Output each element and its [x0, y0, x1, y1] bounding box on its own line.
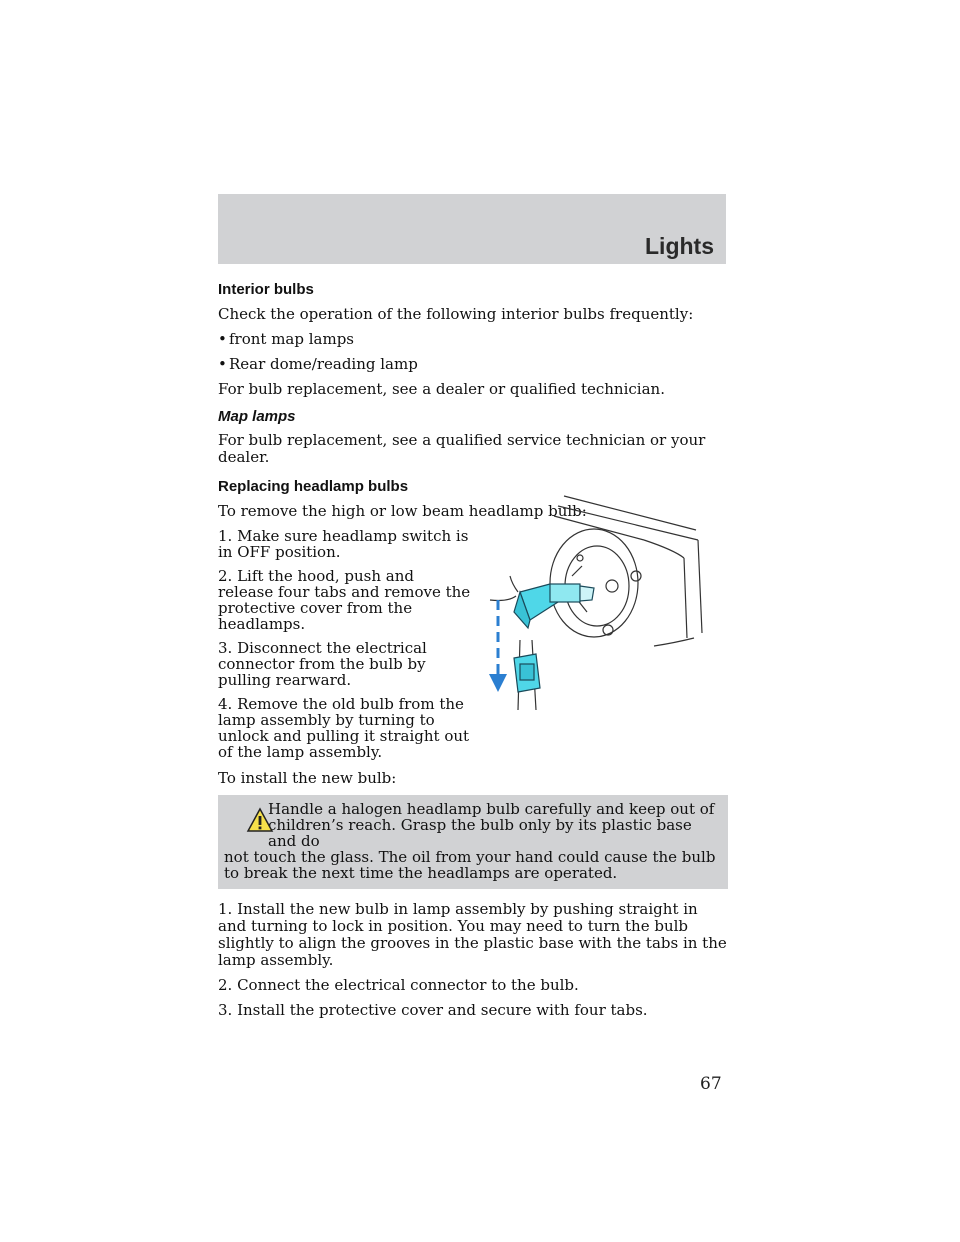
map-lamps-heading: Map lamps — [218, 408, 296, 425]
install-intro: To install the new bulb: — [218, 769, 397, 787]
bullet-dot: • — [218, 330, 227, 348]
bullet-item — [218, 356, 728, 373]
bullet-text: Rear dome/reading lamp — [229, 355, 418, 373]
section-header-band — [218, 194, 726, 264]
section-title: Lights — [645, 233, 714, 259]
headlamp-bulb-illustration — [484, 488, 704, 713]
interior-bulbs-heading: Interior bulbs — [218, 281, 314, 298]
page-number: 67 — [700, 1074, 722, 1094]
install-step: 3. Install the protective cover and secure with four tabs. — [218, 1001, 648, 1019]
remove-step: 4. Remove the old bulb from the lamp assembly by turning to unlock and pulling it straight out of the lamp assembly. — [218, 695, 470, 761]
remove-steps — [218, 528, 473, 760]
bullet-dot: • — [218, 355, 227, 373]
warning-box — [218, 795, 728, 889]
install-step: 2. Connect the electrical connector to the bulb. — [218, 976, 579, 994]
bullet-item — [218, 331, 728, 348]
warning-text-first: Handle a halogen headlamp bulb carefully and keep out of children’s reach. Grasp the bulb only by its plastic base and do — [268, 800, 715, 850]
warning-triangle-icon — [246, 807, 274, 833]
interior-replacement-text: For bulb replacement, see a dealer or qualified technician. — [218, 380, 665, 398]
remove-step: 1. Make sure headlamp switch is in OFF position. — [218, 527, 469, 561]
remove-step: 2. Lift the hood, push and release four tabs and remove the protective cover from the headlamps. — [218, 567, 471, 633]
headlamp-heading: Replacing headlamp bulbs — [218, 478, 409, 495]
headlamp-intro: To remove the high or low beam headlamp bulb: — [218, 502, 587, 520]
warning-text-rest: not touch the glass. The oil from your hand could cause the bulb to break the next time the headlamps are operated. — [224, 848, 716, 882]
install-step: 1. Install the new bulb in lamp assembly by pushing straight in and turning to lock in position. You may need to turn the bulb slightly to align the grooves in the plastic base with the tabs in the lamp assembly. — [218, 900, 727, 969]
remove-step: 3. Disconnect the electrical connector from the bulb by pulling rearward. — [218, 639, 427, 689]
bullet-text: front map lamps — [229, 330, 355, 348]
map-lamps-text: For bulb replacement, see a qualified service technician or your dealer. — [218, 431, 706, 466]
interior-intro: Check the operation of the following interior bulbs frequently: — [218, 305, 694, 323]
